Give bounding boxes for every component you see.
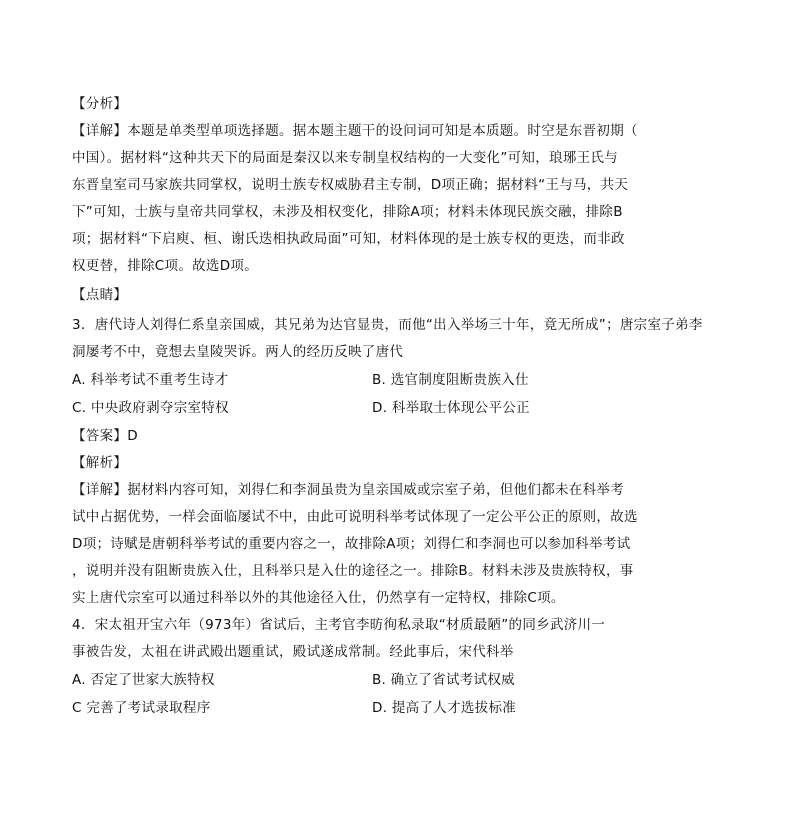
q4-option-d: D. 提高了人才选拔标准: [372, 700, 517, 716]
q3-option-d: D. 科举取士体现公平公正: [372, 400, 530, 416]
q3-option-c: C. 中央政府剥夺宗室特权: [72, 400, 229, 416]
q3-detail-line-4: ，说明并没有阻断贵族入仕，且科举只是入仕的途径之一。排除B。材料未涉及贵族特权，事: [72, 563, 634, 579]
q2-detail-line-4: 下”可知，士族与皇帝共同掌权，未涉及相权变化，排除A项；材料未体现民族交融，排除B: [72, 204, 623, 220]
q2-comment-heading: 【点睛】: [72, 287, 128, 303]
q3-detail-line-1: 【详解】据材料内容可知，刘得仁和李洞虽贵为皇亲国威或宗室子弟，但他们都未在科举考: [72, 482, 624, 498]
q3-stem-line-1: 3．唐代诗人刘得仁系皇亲国威，其兄弟为达官显贵，而他“出入举场三十年，竟无所成”；唐宗室子弟李: [72, 317, 703, 333]
q2-detail-line-1: 【详解】本题是单类型单项选择题。据本题主题干的设问词可知是本质题。时空是东晋初期（: [72, 123, 638, 139]
q4-stem-line-1: 4．宋太祖开宝六年（973年）省试后，主考官李昉徇私录取“材质最陋”的同乡武济川一: [72, 617, 606, 633]
q2-detail-line-2: 中国）。据材料“这种共天下的局面是秦汉以来专制皇权结构的一大变化”可知，琅琊王氏与: [72, 150, 619, 166]
q3-answer: 【答案】D: [72, 428, 138, 444]
q2-analysis-heading: 【分析】: [72, 96, 128, 112]
q2-detail-line-6: 权更替，排除C项。故选D项。: [72, 258, 259, 274]
q3-analysis-heading: 【解析】: [72, 455, 128, 471]
q3-option-a: A. 科举考试不重考生诗才: [72, 372, 229, 388]
q3-detail-line-3: D项；诗赋是唐朝科举考试的重要内容之一，故排除A项；刘得仁和李洞也可以参加科举考试: [72, 536, 631, 552]
q4-stem-line-2: 事被告发，太祖在讲武殿出题重试，殿试遂成常制。经此事后，宋代科举: [72, 644, 514, 660]
q4-option-a: A. 否定了世家大族特权: [72, 672, 215, 688]
q2-detail-line-5: 项；据材料“下启庾、桓、谢氏迭相执政局面”可知，材料体现的是士族专权的更迭，而非政: [72, 231, 625, 247]
q4-option-b: B. 确立了省试考试权威: [372, 672, 515, 688]
q4-option-c: C 完善了考试录取程序: [72, 700, 211, 716]
q2-detail-line-3: 东晋皇室司马家族共同掌权，说明士族专权威胁君主专制，D项正确；据材料“王与马，共天: [72, 177, 629, 193]
q3-stem-line-2: 洞屡考不中，竟想去皇陵哭诉。两人的经历反映了唐代: [72, 344, 404, 360]
q3-detail-line-5: 实上唐代宗室可以通过科举以外的其他途径入仕，仍然享有一定特权，排除C项。: [72, 590, 565, 606]
q3-option-b: B. 选官制度阻断贵族入仕: [372, 372, 529, 388]
q3-detail-line-2: 试中占据优势，一样会面临屡试不中，由此可说明科举考试体现了一定公平公正的原则，故选: [72, 509, 638, 525]
